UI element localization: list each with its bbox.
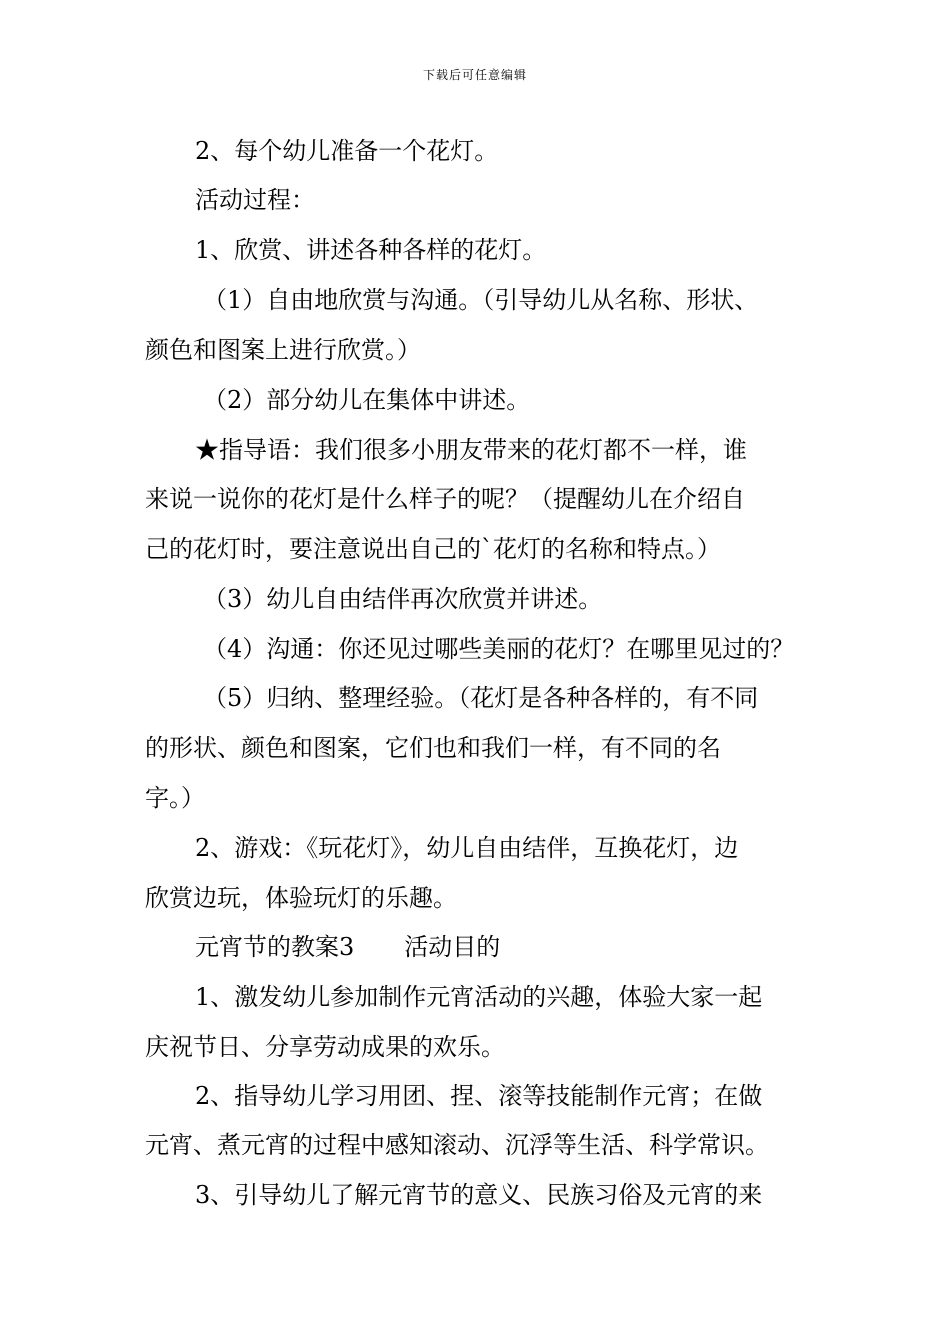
paragraph-line: 颜色和图案上进行欣赏。） (145, 336, 421, 364)
paragraph-line: 3、引导幼儿了解元宵节的意义、民族习俗及元宵的来 (195, 1181, 763, 1209)
paragraph-line: 1、激发幼儿参加制作元宵活动的兴趣，体验大家一起 (195, 983, 763, 1011)
section-title-line (195, 932, 500, 962)
paragraph-line: 元宵、煮元宵的过程中感知滚动、沉浮等生活、科学常识。 (145, 1131, 769, 1159)
paragraph-line: 的形状、颜色和图案，它们也和我们一样，有不同的名 (145, 734, 721, 762)
paragraph-line: （5）归纳、整理经验。（花灯是各种各样的，有不同 (203, 684, 759, 712)
paragraph-line: （1）自由地欣赏与沟通。（引导幼儿从名称、形状、 (203, 286, 759, 314)
paragraph-line: 己的花灯时，要注意说出自己的`花灯的名称和特点。） (145, 535, 721, 563)
paragraph-line: 1、欣赏、讲述各种各样的花灯。 (195, 236, 547, 264)
paragraph-line: 2、每个幼儿准备一个花灯。 (195, 137, 499, 165)
paragraph-line: 欣赏边玩，体验玩灯的乐趣。 (145, 884, 457, 912)
paragraph-line: 庆祝节日、分享劳动成果的欢乐。 (145, 1033, 505, 1061)
section-title: 元宵节的教案3 (195, 933, 355, 961)
section-subheading: 活动目的 (404, 933, 501, 961)
paragraph-line: （4）沟通：你还见过哪些美丽的花灯？在哪里见过的？ (203, 635, 795, 663)
paragraph-line: 来说一说你的花灯是什么样子的呢？（提醒幼儿在介绍自 (145, 485, 745, 513)
paragraph-line: 字。） (145, 784, 205, 812)
paragraph-line: 2、游戏：《玩花灯》，幼儿自由结伴，互换花灯，边 (195, 834, 739, 862)
paragraph-line: 2、指导幼儿学习用团、捏、滚等技能制作元宵；在做 (195, 1082, 763, 1110)
page-header: 下载后可任意编辑 (422, 68, 527, 82)
paragraph-line: ★指导语：我们很多小朋友带来的花灯都不一样，谁 (195, 436, 747, 464)
section-heading: 活动过程： (195, 186, 315, 214)
paragraph-line: （2）部分幼儿在集体中讲述。 (203, 386, 531, 414)
paragraph-line: （3）幼儿自由结伴再次欣赏并讲述。 (203, 585, 603, 613)
